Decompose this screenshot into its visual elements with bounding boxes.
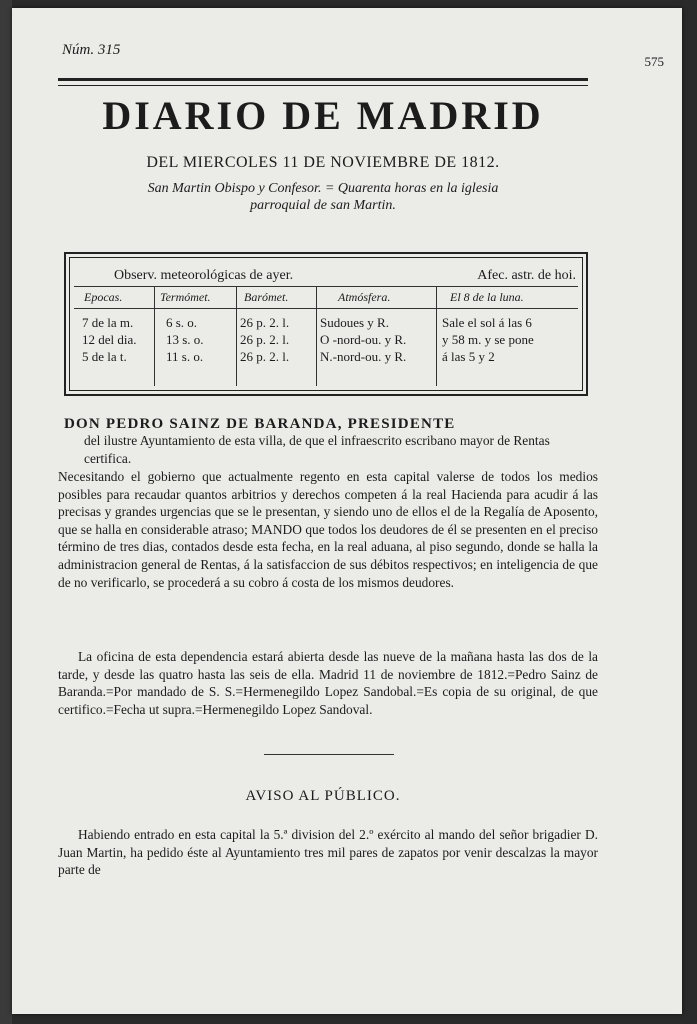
astro-title: Afec. astr. de hoi. bbox=[477, 268, 576, 283]
row-atmosfera: N.-nord-ou. y R. bbox=[320, 349, 407, 364]
row-barometro: 26 p. 2. l. bbox=[240, 349, 290, 364]
notice-subheading: del ilustre Ayuntamiento de esta villa, de que el infraescrito escribano mayor de Rentas certifica. bbox=[84, 433, 550, 466]
col-header-epocas: Epocas. bbox=[84, 290, 123, 304]
scan-gutter bbox=[0, 0, 12, 1024]
notice-paragraph: La oficina de esta dependencia estará abierta desde las nueve de la mañana hasta las dos de la tarde, y desde las quatro hasta las seis de ella. Madrid 11 de noviembre de 1812.=Pedro Sainz de Baranda.=Por mandado de S. S.=Hermenegildo Lopez Sandobal.=Es copia de su original, de que certifico.=Fecha ut supra.=Hermenegildo Lopez Sandoval. bbox=[58, 649, 598, 717]
saint-line-2: parroquial de san Martin. bbox=[250, 198, 396, 213]
row-termometro: 6 s. o. bbox=[166, 315, 198, 330]
weather-col-divider bbox=[236, 287, 237, 386]
astro-line: y 58 m. y se pone bbox=[442, 332, 534, 347]
row-epoca: 5 de la t. bbox=[82, 349, 127, 364]
col-header-atmosfera: Atmósfera. bbox=[338, 290, 391, 304]
astro-line: á las 5 y 2 bbox=[442, 349, 495, 364]
weather-col-divider bbox=[436, 287, 437, 386]
masthead-title: DIARIO DE MADRID bbox=[102, 93, 544, 138]
aviso-heading: AVISO AL PÚBLICO. bbox=[245, 788, 401, 804]
col-header-termometro: Termómet. bbox=[160, 290, 211, 304]
section-divider bbox=[264, 754, 394, 755]
col-header-barometro: Barómet. bbox=[244, 290, 289, 304]
row-barometro: 26 p. 2. l. bbox=[240, 332, 290, 347]
col-header-luna: El 8 de la luna. bbox=[450, 290, 524, 304]
notice-heading: DON PEDRO SAINZ DE BARANDA, PRESIDENTE bbox=[64, 416, 456, 432]
weather-rule bbox=[74, 308, 578, 309]
notice-paragraph: Necesitando el gobierno que actualmente regento en esta capital valerse de todos los medios posibles para recaudar quantos arbitrios y derechos competen á la real Hacienda para acudir á las precisas y grandes urgencias que se le presentan, y siendo uno de ellos el de la Regalía de Aposento, que se halla en considerable atraso; MANDO que todos los deudores de él se presenten en el preciso término de tres dias, contados desde esta fecha, en la real aduana, al piso segundo, donde se halla la administracion general de Rentas, á la satisfaccion de sus débitos respectivos; en inteligencia de que de no verificarlo, se procederá a su cobro á costa de los mismos deudores. bbox=[58, 469, 598, 590]
saint-line-1: San Martin Obispo y Confesor. = Quarenta horas en la iglesia bbox=[147, 181, 499, 196]
page-number: 575 bbox=[644, 54, 664, 69]
masthead-rule-thin bbox=[58, 85, 588, 86]
saint-of-day bbox=[58, 180, 588, 214]
issue-number: Núm. 315 bbox=[62, 42, 121, 58]
weather-table bbox=[64, 252, 588, 396]
row-epoca: 12 del dia. bbox=[82, 332, 137, 347]
weather-rule bbox=[74, 286, 578, 287]
row-barometro: 26 p. 2. l. bbox=[240, 315, 290, 330]
masthead-rule bbox=[58, 78, 588, 81]
weather-col-divider bbox=[316, 287, 317, 386]
row-atmosfera: Sudoues y R. bbox=[320, 315, 389, 330]
astro-line: Sale el sol á las 6 bbox=[442, 315, 532, 330]
newspaper-page bbox=[12, 8, 682, 1014]
row-epoca: 7 de la m. bbox=[82, 315, 134, 330]
row-atmosfera: O -nord-ou. y R. bbox=[320, 332, 407, 347]
weather-col-divider bbox=[154, 287, 155, 386]
weather-title: Observ. meteorológicas de ayer. bbox=[114, 268, 294, 283]
row-termometro: 11 s. o. bbox=[166, 349, 204, 364]
row-termometro: 13 s. o. bbox=[166, 332, 204, 347]
aviso-paragraph: Habiendo entrado en esta capital la 5.ª division del 2.º exército al mando del señor brigadier D. Juan Martin, ha pedido éste al Ayuntamiento tres mil pares de zapatos por venir descalzas la mayor parte de bbox=[58, 827, 598, 878]
dateline: DEL MIERCOLES 11 DE NOVIEMBRE DE 1812. bbox=[146, 154, 500, 171]
